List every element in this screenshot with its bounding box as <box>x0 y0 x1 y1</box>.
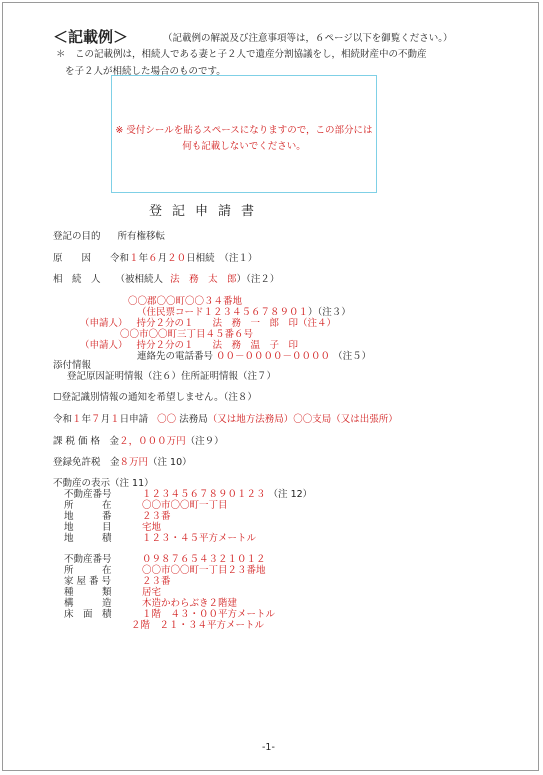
land-location-label: 所 在 <box>64 500 112 511</box>
cause-month-unit: 月 <box>157 253 168 264</box>
receipt-seal-notice-line-2: 何も記載しないでください。 <box>182 141 306 152</box>
cause-suffix: 日相続 （注１） <box>186 253 258 264</box>
land-area-value: １２３・４５平方メートル <box>142 533 257 544</box>
registration-tax-label: 登録免許税 金 <box>53 457 120 468</box>
intro-line-1: ＊ この記載例は，相続人である妻と子２人で遺産分割協議をし，相続財産中の不動産 <box>56 49 427 60</box>
attachments-value: 登記原因証明情報（注６）住所証明情報（注７） <box>67 371 277 382</box>
guidance-note: （記載例の解説及び注意事項等は，６ページ以下を御覧ください。） <box>163 33 453 44</box>
cause-day: ２０ <box>167 253 187 264</box>
tax-base-value: ２，０００万円 <box>119 436 186 447</box>
apply-bureau: 法務局 <box>179 414 208 425</box>
cause-month: ６ <box>148 253 158 264</box>
example-heading: ＜記載例＞ <box>53 28 129 46</box>
apply-day: １ <box>110 414 120 425</box>
building-location-value: 〇〇市〇〇町一丁目２３番地 <box>142 565 266 576</box>
heir-row <box>53 271 279 285</box>
resident-code: １２３４５６７８９０１ <box>203 307 309 318</box>
resident-code-open: （住民票コード <box>137 307 204 318</box>
land-category-value: 宅地 <box>142 522 162 533</box>
cause-row <box>53 250 257 264</box>
land-lot-value: ２３番 <box>142 511 171 522</box>
tax-base-note: （注９） <box>185 436 224 447</box>
apply-bureau-alt: （又は地方法務局） <box>207 414 294 425</box>
page-number: -1- <box>262 742 275 753</box>
floor-area-2f: ２階 ２１・３４平方メートル <box>131 620 265 631</box>
phone-value: ００－００００－００００ <box>216 351 331 362</box>
form-title: 登記申請書 <box>149 204 265 219</box>
land-number-label: 不動産番号 <box>64 489 112 500</box>
receipt-seal-notice-line-1: ※ 受付シールを貼るスペースになりますので，この部分には <box>115 125 373 136</box>
phone-row <box>137 348 371 362</box>
purpose-label: 登記の目的 <box>53 231 101 242</box>
land-lot-label: 地 番 <box>64 511 112 522</box>
apply-branch-alt: （又は出張所） <box>331 414 398 425</box>
registration-tax-row <box>53 454 192 468</box>
apply-branch: 〇〇支局 <box>293 414 332 425</box>
applicant1-address: 〇〇郡〇〇町〇〇３４番地 <box>128 296 243 307</box>
cause-label: 原 因 <box>53 253 92 264</box>
application-date-row <box>53 411 398 425</box>
building-number-value: ０９８７６５４３２１０１２ <box>142 554 266 565</box>
tax-base-row <box>53 433 224 447</box>
land-area-label: 地 積 <box>64 533 112 544</box>
resident-code-close: ）（注３） <box>308 307 351 318</box>
building-number-label: 不動産番号 <box>64 554 112 565</box>
land-category-label: 地 目 <box>64 522 112 533</box>
registration-tax-value: ８万円 <box>119 457 149 468</box>
tax-base-label: 課 税 価 格 金 <box>53 436 120 447</box>
cause-prefix: 令和 <box>110 253 130 264</box>
heir-suffix: ）（注２） <box>236 274 280 285</box>
house-number-label: 家 屋 番 号 <box>64 576 112 587</box>
land-number-note: （注 12） <box>268 489 313 500</box>
house-number-value: ２３番 <box>142 576 171 587</box>
receipt-seal-area <box>111 75 377 193</box>
phone-note: （注５） <box>333 351 372 362</box>
building-kind-label: 種 類 <box>64 587 112 598</box>
cause-year: １ <box>129 253 139 264</box>
notification-option: ☐登記識別情報の通知を希望しません。（注８） <box>53 392 257 403</box>
purpose-row <box>53 228 165 242</box>
decedent-name: 法 務 太 郎 <box>170 274 237 285</box>
land-number-value: １２３４５６７８９０１２３ <box>142 489 266 500</box>
apply-month: ７ <box>91 414 101 425</box>
property-header: 不動産の表示（注 11） <box>53 478 154 489</box>
apply-office: 〇〇 <box>157 414 177 425</box>
purpose-value: 所有権移転 <box>117 231 166 242</box>
intro-line-2: を子２人が相続した場合のものです。 <box>65 66 226 77</box>
floor-area-1f: １階 ４３・００平方メートル <box>142 609 276 620</box>
apply-year: １ <box>72 414 82 425</box>
apply-year-unit: 年 <box>81 414 92 425</box>
floor-area-label: 床 面 積 <box>64 609 112 620</box>
applicant1-share: 持分２分の１ 法 務 一 郎 印（注４） <box>136 318 337 329</box>
applicant1-label: （申請人） <box>80 318 128 329</box>
apply-day-unit: 日申請 <box>119 414 149 425</box>
cause-year-unit: 年 <box>138 253 149 264</box>
applicant2-address: 〇〇市〇〇町三丁目４５番６号 <box>120 329 254 340</box>
phone-label: 連絡先の電話番号 <box>137 351 214 362</box>
building-location-label: 所 在 <box>64 565 112 576</box>
apply-month-unit: 月 <box>100 414 111 425</box>
building-structure-label: 構 造 <box>64 598 112 609</box>
receipt-seal-notice <box>112 123 376 155</box>
apply-prefix: 令和 <box>53 414 73 425</box>
applicant2-share: 持分２分の１ 法 務 温 子 印 <box>136 340 299 351</box>
heir-prefix: （被相続人 <box>115 274 164 285</box>
building-structure-value: 木造かわらぶき２階建 <box>142 598 238 609</box>
applicant2-label: （申請人） <box>80 340 128 351</box>
registration-tax-note: （注 10） <box>148 457 192 468</box>
heir-label: 相 続 人 <box>53 274 101 285</box>
attachments-label: 添付情報 <box>53 360 92 371</box>
building-kind-value: 居宅 <box>142 587 162 598</box>
land-location-value: 〇〇市〇〇町一丁目 <box>142 500 228 511</box>
